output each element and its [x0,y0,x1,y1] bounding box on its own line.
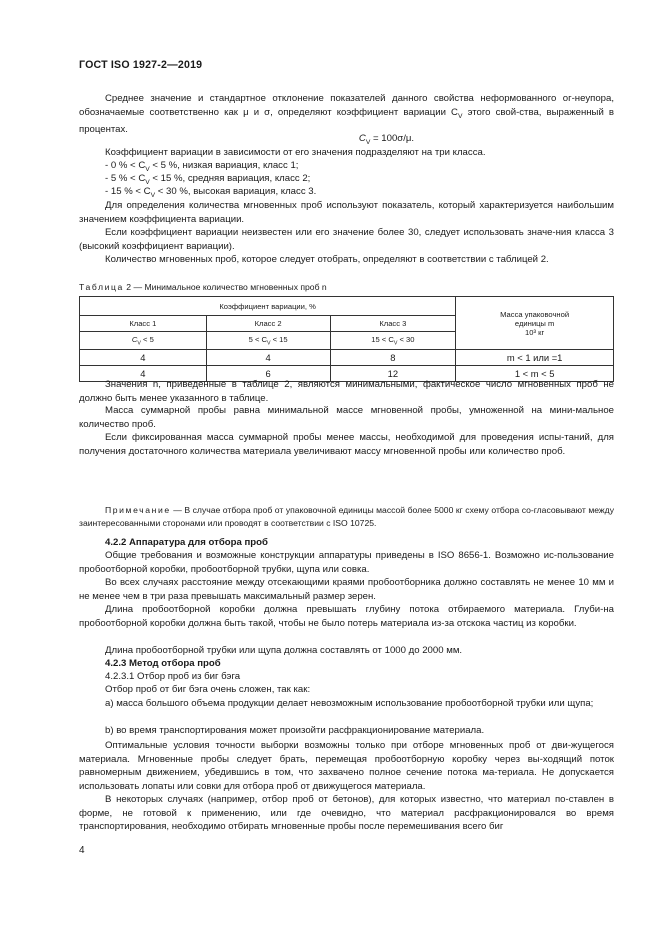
page-number: 4 [79,845,85,856]
note: Примечание — В случае отбора проб от упаковочной единицы массой более 5000 кг схему отбора со-гласовывают между заинтересованными сторонами или проводят в соответствии с ISO 10725. [79,505,614,528]
list-item-a: a) масса большого объема продукции делает невозможным использование пробоотборной трубки или щупа; [105,698,594,709]
paragraph-422-1: Общие требования и возможные конструкции аппаратуры приведены в ISO 8656-1. Возможно ис-пользование пробоотборной коробки, пробоотборной трубки, щупа или совка. [79,550,614,575]
table-range-1: $C_V < 5$ [80,332,207,350]
paragraph-classes-intro: Коэффициент вариации в зависимости от его значения подразделяют на три класса. [105,147,486,158]
paragraph-4231-cases: В некоторых случаях (например, отбор проб от бетонов), для которых известно, что материал по-ставлен в форме, не готовой к применению, или где очевидно, что материал расфракционировался во время транспортирования, необходимо отбирать мгновенные пробы после перемешивания всего биг [79,794,614,833]
table-range-3: $15 < C_V < 30$ [330,332,456,350]
section-title-422: 4.2.2 Аппаратура для отбора проб [105,537,268,548]
subsection-title-4231: 4.2.3.1 Отбор проб из биг бэга [105,671,241,682]
table-header-class-3: Класс 3 [330,316,456,332]
section-title-423: 4.2.3 Метод отбора проб [105,658,221,669]
document-header: ГОСТ ISO 1927-2—2019 [79,59,203,71]
paragraph-4231-optimal: Оптимальные условия точности выборки возможны только при отборе мгновенных проб от дви-жущегося материала. Мгновенные пробы следует брать, перемещая пробоотборную коробку через вы-ходящий поток равномерным движением, убедившись в том, что захвачено полное сечение потока ма-териала. Не допускается использовать лопаты или совки для отбора проб от движущегося материала. [79,740,614,792]
paragraph-4231-1: Отбор проб от биг бэга очень сложен, так как: [105,684,311,695]
table-caption: Таблица 2 — Минимальное количество мгновенных проб n [79,282,327,292]
paragraph-total-mass: Масса суммарной пробы равна минимальной массе мгновенной пробы, умноженной на мини-мальное количество проб. [79,405,614,430]
table-range-2: $5 < C_V < 15$ [206,332,330,350]
table-2 [79,296,614,382]
paragraph-422-4: Длина пробоотборной трубки или щупа должна составлять от 1000 до 2000 мм. [105,645,463,656]
formula-cv: $C_V = 100\sigma/\mu$. [358,133,415,146]
class-item-1: - 0 % < $C_V < 5$ %, низкая вариация, класс 1; [105,160,299,173]
table-header-mass: Масса упаковочной единицы m 10³ кг [456,297,614,350]
table-header-cv: Коэффициент вариации, % [80,297,456,316]
paragraph-index: Для определения количества мгновенных проб используют показатель, который характеризуется наибольшим значением коэффициента вариации. [79,200,614,225]
paragraph-422-3: Длина пробоотборной коробки должна превышать глубину потока отбираемого материала. Глуби-на пробоотборной коробки должна быть такой, чтобы не было потерь материала из-за отскока частиц из коробки. [79,604,614,629]
class-item-2: - 5 % < $C_V < 15$ %, средняя вариация, класс 2; [105,173,311,186]
paragraph-fixed-mass: Если фиксированная масса суммарной пробы менее массы, необходимой для проведения испы-таний, для получения достаточного количества материала увеличивают массу мгновенной пробы или количество проб. [79,432,614,457]
class-item-3: - 15 % < $C_V < 30$ %, высокая вариация, класс 3. [105,186,317,199]
paragraph-min-values: Значения n, приведенные в таблице 2, являются минимальными, фактическое число мгновенных проб не должно быть менее указанного в таблице. [79,379,614,404]
paragraph-mean-std: Среднее значение и стандартное отклонение показателей данного свойства неформованного ог-неупора, обозначаемые соответственно как μ и σ, определяют коэффициент вариации $C_V$ этого свой-ства, выраженный в процентах. [79,93,614,136]
paragraph-count: Количество мгновенных проб, которое следует отобрать, определяют в соответствии с таблицей 2. [105,254,549,265]
paragraph-unknown-cv: Если коэффициент вариации неизвестен или его значение более 30, следует использовать значе-ния класса 3 (высокий коэффициент вариации). [79,227,614,252]
table-row: 4 4 8 m < 1 или =1 [80,350,614,366]
paragraph-422-2: Во всех случаях расстояние между отсекающими краями пробоотборника должно составлять не менее 10 мм и не менее чем в три раза превышать максимальный размер зерен. [79,577,614,602]
table-header-class-1: Класс 1 [80,316,207,332]
list-item-b: b) во время транспортирования может произойти расфракционирование материала. [105,725,485,736]
table-header-class-2: Класс 2 [206,316,330,332]
table-row: 4 6 12 1 < m < 5 [80,366,614,382]
